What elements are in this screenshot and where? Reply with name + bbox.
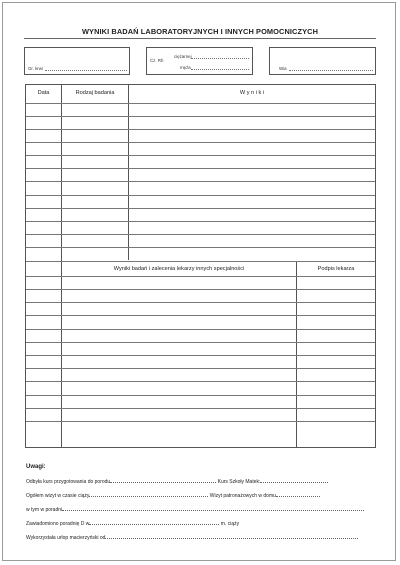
- table-row: [26, 261, 375, 262]
- note-home-visits-field[interactable]: [276, 492, 320, 497]
- wia-field[interactable]: [289, 70, 373, 71]
- table-row: [26, 155, 375, 156]
- table-row: [26, 408, 375, 409]
- note-line-visits: [26, 492, 320, 499]
- table-left-border: [25, 84, 26, 448]
- table-row: [26, 421, 375, 422]
- note-leave-label: Wykorzystała urlop macierzyński od: [26, 535, 106, 541]
- table-row: [26, 355, 375, 356]
- table-row: [26, 221, 375, 222]
- blood-group-label: Gr. krwi: [28, 66, 43, 71]
- rh-label: Cz. Rh: [150, 58, 164, 63]
- rh-father-field[interactable]: [191, 69, 249, 70]
- header-results: W y n i k i: [239, 90, 265, 96]
- table-row: [26, 368, 375, 369]
- rh-mother-field[interactable]: [191, 58, 249, 59]
- note-visits-label: Ogółem wizyt w czasie ciąży: [26, 493, 90, 499]
- rh-box: [146, 47, 253, 75]
- table-row: [26, 181, 375, 182]
- table-row: [26, 342, 375, 343]
- note-notified-field[interactable]: [89, 520, 219, 525]
- blood-group-box: [24, 47, 130, 75]
- table-row: [26, 302, 375, 303]
- note-leave-field[interactable]: [105, 534, 358, 539]
- table-row: [26, 116, 375, 117]
- note-clinic-field[interactable]: [62, 506, 364, 511]
- table-top-border: [25, 84, 376, 85]
- page-title: WYNIKI BADAŃ LABORATORYJNYCH I INNYCH POMOCNICZYCH: [81, 27, 319, 36]
- note-line-notified: [26, 520, 239, 527]
- table-row: [26, 129, 375, 130]
- header-type: Rodzaj badania: [75, 90, 115, 96]
- wia-label: Wia: [279, 66, 287, 71]
- note-month-label: m. ciąży: [220, 521, 240, 527]
- table-row: [26, 168, 375, 169]
- note-line-course: [26, 478, 328, 485]
- table-row: [26, 381, 375, 382]
- note-line-leave: [26, 534, 358, 541]
- header-specialist-results: Wyniki badań i zalecenia lekarzy innych specjalności: [113, 266, 245, 272]
- note-course-label: Odbyła kurs przygotowania do porodu: [26, 479, 111, 485]
- note-course-field[interactable]: [110, 478, 216, 483]
- table-right-border: [375, 84, 376, 448]
- note-visits-field[interactable]: [89, 492, 208, 497]
- notes-heading: Uwagi:: [26, 464, 46, 470]
- table-row: [26, 208, 375, 209]
- table-row: [26, 142, 375, 143]
- table-bottom-border: [25, 447, 376, 448]
- header-signature: Podpis lekarza: [317, 266, 355, 272]
- table-row: [26, 195, 375, 196]
- note-home-visits-label: Wizyt patronażowych w domu: [209, 493, 276, 499]
- table-row: [26, 276, 375, 277]
- title-rule: [24, 38, 376, 39]
- table-row: [26, 395, 375, 396]
- rh-father-label: męża: [180, 65, 191, 70]
- table-row: [26, 329, 375, 330]
- wia-box: [269, 47, 376, 75]
- table-row: [26, 234, 375, 235]
- note-school-field[interactable]: [260, 478, 328, 483]
- blood-group-field[interactable]: [45, 70, 127, 71]
- table-row: [26, 315, 375, 316]
- rh-mother-label: ciężarnej: [174, 54, 192, 59]
- note-school-label: Kurs Szkoły Matek:: [217, 479, 261, 485]
- table-row: [26, 103, 375, 104]
- note-clinic-label: w tym w poradni: [26, 507, 63, 513]
- table-row: [26, 289, 375, 290]
- note-line-clinic: [26, 506, 364, 513]
- table-row: [26, 247, 375, 248]
- header-date: Data: [37, 90, 50, 96]
- note-notified-label: Zawiadomiono poradnię D w: [26, 521, 90, 527]
